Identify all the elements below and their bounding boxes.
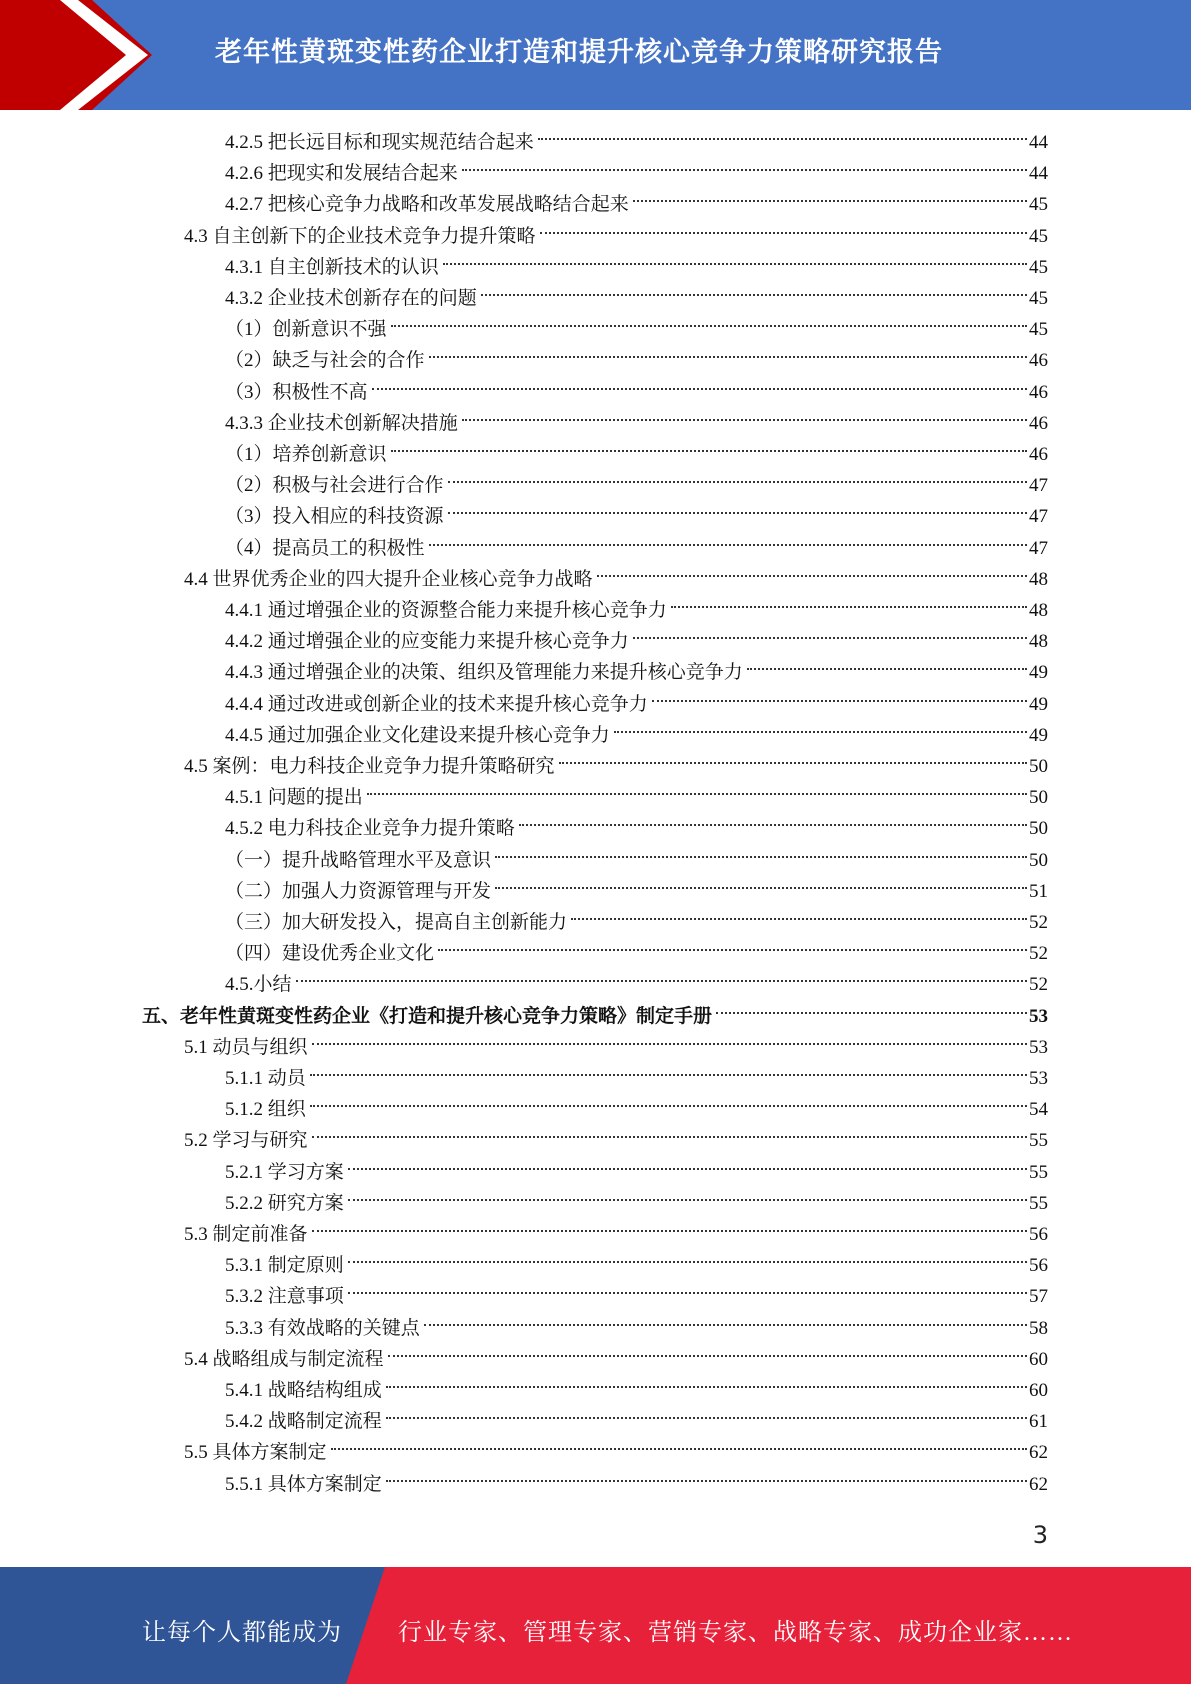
footer-slogan-left: 让每个人都能成为 <box>142 1620 342 1646</box>
toc-leader-dots <box>559 761 1027 764</box>
toc-leader-dots <box>462 418 1027 421</box>
toc-entry-label: 5.5 具体方案制定 <box>184 1442 327 1464</box>
toc-entry-page: 46 <box>1029 350 1048 372</box>
toc-entry-page: 57 <box>1029 1286 1048 1308</box>
toc-entry-label: （2）积极与社会进行合作 <box>225 475 444 497</box>
toc-entry-page: 62 <box>1029 1473 1048 1495</box>
toc-entry[interactable] <box>225 1188 1048 1219</box>
toc-entry-page: 45 <box>1029 194 1048 216</box>
toc-entry[interactable] <box>225 189 1048 220</box>
toc-entry[interactable] <box>225 283 1048 314</box>
toc-entry[interactable] <box>225 626 1048 657</box>
toc-entry-label: 5.3.1 制定原则 <box>225 1255 344 1277</box>
toc-entry-page: 48 <box>1029 568 1048 590</box>
toc-entry-page: 50 <box>1029 756 1048 777</box>
toc-entry-label: 4.4 世界优秀企业的四大提升企业核心竞争力战略 <box>184 568 593 590</box>
toc-entry-page: 55 <box>1029 1130 1048 1152</box>
toc-entry-label: 4.3.1 自主创新技术的认识 <box>225 256 439 278</box>
toc-entry-page: 52 <box>1029 974 1048 996</box>
toc-leader-dots <box>386 1385 1027 1388</box>
toc-entry[interactable] <box>225 657 1048 688</box>
toc-entry-label: 4.4.1 通过增强企业的资源整合能力来提升核心竞争力 <box>225 600 667 621</box>
toc-entry-page: 49 <box>1029 662 1048 684</box>
toc-entry-page: 62 <box>1029 1442 1048 1464</box>
toc-entry-page: 60 <box>1029 1380 1048 1401</box>
toc-entry-page: 45 <box>1029 225 1048 247</box>
toc-leader-dots <box>495 855 1027 858</box>
toc-leader-dots <box>348 1260 1027 1263</box>
toc-entry[interactable] <box>225 720 1048 751</box>
toc-leader-dots <box>481 293 1027 296</box>
toc-entry-label: 4.4.5 通过加强企业文化建设来提升核心竞争力 <box>225 724 610 746</box>
toc-entry-page: 52 <box>1029 912 1048 933</box>
toc-leader-dots <box>448 480 1027 483</box>
toc-entry[interactable] <box>142 1001 1048 1032</box>
toc-entry[interactable] <box>225 1281 1048 1312</box>
toc-entry-page: 60 <box>1029 1348 1048 1370</box>
toc-entry-label: 4.4.3 通过增强企业的决策、组织及管理能力来提升核心竞争力 <box>225 662 743 684</box>
toc-entry-label: 5.1.2 组织 <box>225 1099 306 1121</box>
toc-entry-page: 46 <box>1029 412 1048 434</box>
toc-entry-page: 58 <box>1029 1317 1048 1339</box>
toc-leader-dots <box>296 979 1027 982</box>
toc-entry-label: 5.4.2 战略制定流程 <box>225 1411 382 1433</box>
toc-entry-label: 5.1.1 动员 <box>225 1068 306 1089</box>
toc-entry[interactable] <box>184 1344 1048 1375</box>
toc-entry[interactable] <box>225 439 1048 470</box>
toc-entry[interactable] <box>225 1094 1048 1125</box>
toc-entry-label: 4.5 案例：电力科技企业竞争力提升策略研究 <box>184 756 555 777</box>
toc-entry-page: 45 <box>1029 288 1048 309</box>
toc-entry[interactable] <box>184 1125 1048 1156</box>
toc-leader-dots <box>348 1198 1027 1201</box>
toc-entry-label: 5.1 动员与组织 <box>184 1036 308 1058</box>
toc-entry-label: 5.2.2 研究方案 <box>225 1192 344 1214</box>
toc-entry-label: 4.5.小结 <box>225 974 292 996</box>
toc-entry-label: 5.3.2 注意事项 <box>225 1286 344 1308</box>
toc-leader-dots <box>519 823 1027 826</box>
toc-entry[interactable] <box>225 1313 1048 1344</box>
toc-entry-label: 4.2.7 把核心竞争力战略和改革发展战略结合起来 <box>225 194 629 216</box>
toc-entry-page: 49 <box>1029 693 1048 715</box>
toc-entry[interactable] <box>225 1250 1048 1281</box>
toc-entry[interactable] <box>225 127 1048 158</box>
toc-leader-dots <box>448 511 1027 514</box>
toc-entry-page: 45 <box>1029 256 1048 278</box>
toc-entry[interactable] <box>225 969 1048 1000</box>
toc-entry[interactable] <box>225 377 1048 408</box>
toc-entry[interactable] <box>225 1406 1048 1437</box>
report-title: 老年性黄斑变性药企业打造和提升核心竞争力策略研究报告 <box>215 37 943 68</box>
toc-entry-label: 4.3.3 企业技术创新解决措施 <box>225 412 458 434</box>
toc-entry[interactable] <box>225 1157 1048 1188</box>
toc-entry-label: （一）提升战略管理水平及意识 <box>225 849 492 871</box>
toc-entry[interactable] <box>225 1375 1048 1406</box>
toc-entry[interactable] <box>225 408 1048 439</box>
toc-leader-dots <box>540 231 1027 234</box>
toc-leader-dots <box>747 667 1027 670</box>
toc-entry-page: 50 <box>1029 787 1048 809</box>
toc-entry[interactable] <box>184 1437 1048 1468</box>
toc-entry-page: 48 <box>1029 631 1048 653</box>
toc-entry-page: 55 <box>1029 1192 1048 1214</box>
toc-entry-page: 49 <box>1029 724 1048 746</box>
toc-leader-dots <box>367 792 1027 795</box>
toc-entry-label: （三）加大研发投入，提高自主创新能力 <box>225 912 568 933</box>
toc-entry[interactable] <box>225 501 1048 532</box>
toc-entry-label: 5.2.1 学习方案 <box>225 1161 344 1183</box>
toc-entry-page: 56 <box>1029 1224 1048 1245</box>
toc-leader-dots <box>438 948 1027 951</box>
toc-entry[interactable] <box>225 595 1048 626</box>
toc-entry-label: 4.3 自主创新下的企业技术竞争力提升策略 <box>184 225 536 247</box>
toc-entry-label: 4.5.2 电力科技企业竞争力提升策略 <box>225 818 515 840</box>
toc-entry[interactable] <box>225 907 1048 938</box>
toc-leader-dots <box>429 543 1027 546</box>
toc-leader-dots <box>348 1167 1027 1170</box>
toc-leader-dots <box>429 355 1027 358</box>
toc-entry[interactable] <box>225 1469 1048 1500</box>
toc-entry-page: 53 <box>1029 1005 1048 1027</box>
page-number: 3 <box>1032 1521 1048 1549</box>
toc-entry-page: 61 <box>1029 1411 1048 1433</box>
toc-entry-label: 5.2 学习与研究 <box>184 1130 308 1152</box>
toc-entry-page: 45 <box>1029 319 1048 341</box>
toc-leader-dots <box>312 1042 1027 1045</box>
toc-entry[interactable] <box>184 1032 1048 1063</box>
toc-leader-dots <box>386 1479 1027 1482</box>
toc-entry[interactable] <box>225 533 1048 564</box>
toc-leader-dots <box>614 730 1027 733</box>
toc-leader-dots <box>633 636 1027 639</box>
toc-entry[interactable] <box>225 845 1048 876</box>
toc-entry-label: （3）投入相应的科技资源 <box>225 506 444 528</box>
toc-entry-page: 46 <box>1029 444 1048 465</box>
toc-entry-page: 56 <box>1029 1255 1048 1277</box>
toc-leader-dots <box>348 1291 1027 1294</box>
toc-entry-page: 44 <box>1029 132 1048 153</box>
toc-leader-dots <box>312 1135 1027 1138</box>
toc-leader-dots <box>495 886 1027 889</box>
page-footer <box>0 1567 1191 1684</box>
toc-entry-label: 4.3.2 企业技术创新存在的问题 <box>225 288 477 309</box>
toc-entry[interactable] <box>225 938 1048 969</box>
toc-leader-dots <box>388 1354 1027 1357</box>
toc-leader-dots <box>716 1011 1027 1014</box>
toc-leader-dots <box>424 1323 1027 1326</box>
toc-leader-dots <box>310 1104 1027 1107</box>
toc-leader-dots <box>671 605 1027 608</box>
toc-entry-page: 44 <box>1029 163 1048 185</box>
toc-entry-label: （4）提高员工的积极性 <box>225 537 425 559</box>
toc-entry-page: 52 <box>1029 943 1048 965</box>
toc-leader-dots <box>597 574 1027 577</box>
toc-entry-label: （二）加强人力资源管理与开发 <box>225 880 492 902</box>
toc-entry-page: 53 <box>1029 1036 1048 1058</box>
toc-leader-dots <box>633 199 1027 202</box>
toc-entry[interactable] <box>225 1063 1048 1094</box>
toc-entry-label: 5.4.1 战略结构组成 <box>225 1380 382 1401</box>
toc-entry-label: 4.2.5 把长远目标和现实规范结合起来 <box>225 132 534 153</box>
toc-entry-label: 5.3.3 有效战略的关键点 <box>225 1317 420 1339</box>
toc-leader-dots <box>331 1447 1027 1450</box>
toc-leader-dots <box>538 137 1027 140</box>
toc-leader-dots <box>386 1416 1027 1419</box>
page-header <box>0 0 1191 110</box>
toc-leader-dots <box>312 1229 1027 1232</box>
toc-entry-page: 47 <box>1029 475 1048 497</box>
toc-entry[interactable] <box>225 876 1048 907</box>
toc-entry-label: 4.4.4 通过改进或创新企业的技术来提升核心竞争力 <box>225 693 648 715</box>
toc-entry-page: 48 <box>1029 600 1048 621</box>
toc-entry-label: （1）创新意识不强 <box>225 319 387 341</box>
toc-entry-page: 47 <box>1029 506 1048 528</box>
toc-entry-label: （3）积极性不高 <box>225 381 368 403</box>
toc-entry-page: 50 <box>1029 849 1048 871</box>
toc-entry-label: 5.5.1 具体方案制定 <box>225 1473 382 1495</box>
toc-entry-label: 4.2.6 把现实和发展结合起来 <box>225 163 458 185</box>
toc-entry[interactable] <box>225 158 1048 189</box>
toc-entry-page: 54 <box>1029 1099 1048 1121</box>
toc-leader-dots <box>391 324 1027 327</box>
toc-entry-label: 5.3 制定前准备 <box>184 1224 308 1245</box>
toc-entry[interactable] <box>184 751 1048 782</box>
toc-entry[interactable] <box>225 813 1048 844</box>
toc-entry[interactable] <box>225 252 1048 283</box>
toc-entry[interactable] <box>225 689 1048 720</box>
toc-entry-page: 47 <box>1029 537 1048 559</box>
toc-entry[interactable] <box>225 470 1048 501</box>
toc-leader-dots <box>391 449 1027 452</box>
toc-entry-page: 55 <box>1029 1161 1048 1183</box>
toc-entry[interactable] <box>225 314 1048 345</box>
toc-entry[interactable] <box>184 221 1048 252</box>
toc-leader-dots <box>571 917 1027 920</box>
toc-entry-label: （四）建设优秀企业文化 <box>225 943 435 965</box>
toc-entry-label: 五、老年性黄斑变性药企业《打造和提升核心竞争力策略》制定手册 <box>142 1005 713 1027</box>
toc-leader-dots <box>372 387 1027 390</box>
toc-entry-label: （2）缺乏与社会的合作 <box>225 350 425 372</box>
toc-entry-page: 50 <box>1029 818 1048 840</box>
toc-entry-label: 4.5.1 问题的提出 <box>225 787 363 809</box>
toc-leader-dots <box>310 1073 1027 1076</box>
toc-entry-page: 46 <box>1029 381 1048 403</box>
toc-entry-page: 51 <box>1029 880 1048 902</box>
toc-entry[interactable] <box>225 782 1048 813</box>
toc-entry-label: 4.4.2 通过增强企业的应变能力来提升核心竞争力 <box>225 631 629 653</box>
toc-leader-dots <box>462 168 1027 171</box>
toc-leader-dots <box>652 699 1027 702</box>
toc-leader-dots <box>443 262 1027 265</box>
toc-entry-page: 53 <box>1029 1068 1048 1089</box>
footer-slogan-right: 行业专家、管理专家、营销专家、战略专家、成功企业家…… <box>398 1620 1073 1646</box>
toc-entry-label: 5.4 战略组成与制定流程 <box>184 1348 384 1370</box>
toc-entry-label: （1）培养创新意识 <box>225 444 387 465</box>
toc-entry[interactable] <box>184 1219 1048 1250</box>
toc-entry[interactable] <box>184 564 1048 595</box>
toc-entry[interactable] <box>225 345 1048 376</box>
